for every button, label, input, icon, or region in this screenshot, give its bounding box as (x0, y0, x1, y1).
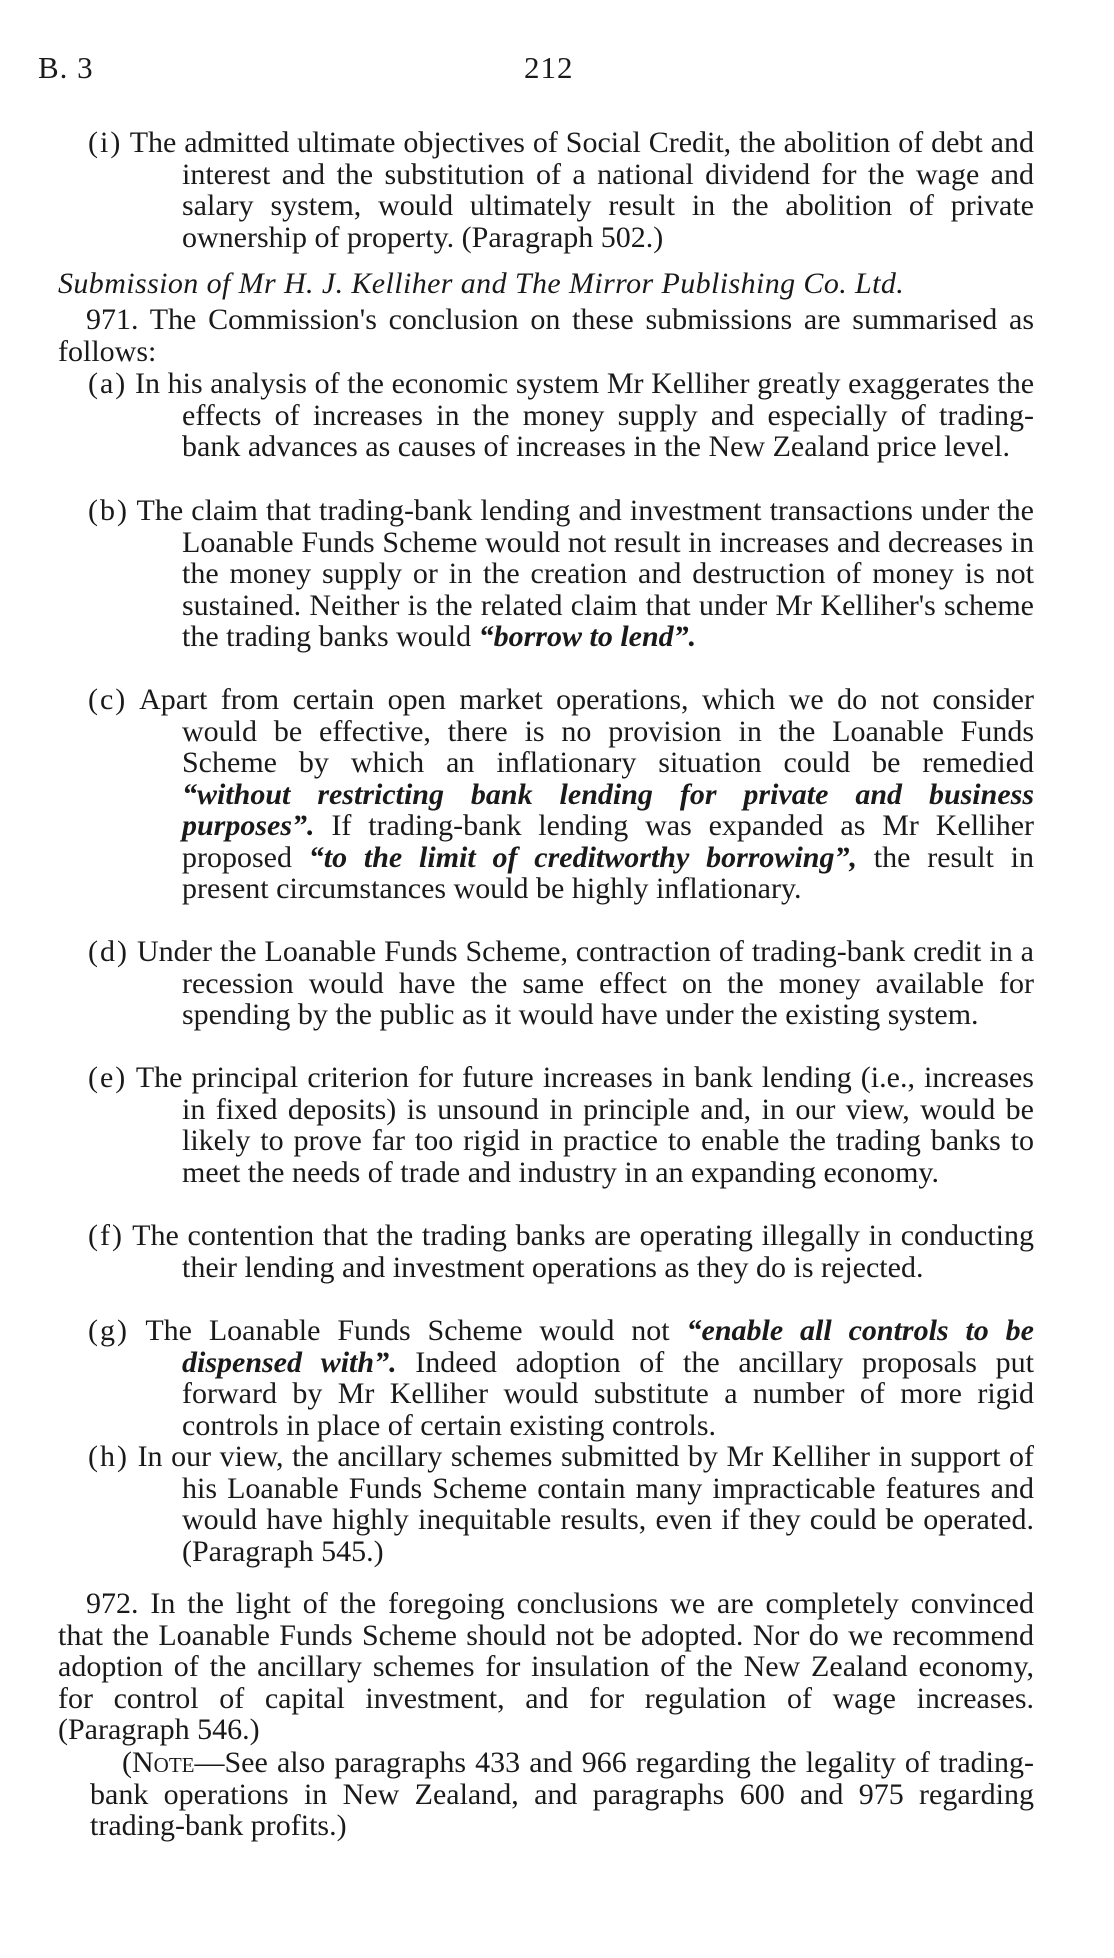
document-reference: B. 3 (38, 50, 94, 85)
item-label: (h) (88, 1440, 129, 1473)
item-text: Apart from certain open market operations, which we do not consider would be effective, there is no provision in the Loanable Funds Scheme by which an inflationary situation could be remedied (139, 683, 1034, 779)
item-label: (g) (88, 1314, 129, 1347)
item-g (58, 1315, 1034, 1441)
item-quote: “borrow to lend”. (478, 620, 697, 653)
item-label: (c) (88, 683, 128, 716)
paragraph-971 (58, 304, 1034, 367)
item-text: If trading-bank lending was expanded as Mr Kelliher proposed (182, 809, 1035, 874)
paragraph-number: 971. (86, 303, 139, 336)
item-d (58, 936, 1034, 1031)
item-text: The admitted ultimate objectives of Social Credit, the abolition of debt and interest and the substitution of a national dividend for the wage and salary system, would ultimately result in the abolition of private ownership of property. (Paragraph 502.) (129, 126, 1034, 254)
item-text: Under the Loanable Funds Scheme, contraction of trading-bank credit in a recession would have the same effect on the money available for spending by the public as it would have under the existing system. (136, 935, 1034, 1031)
item-label: (e) (88, 1061, 128, 1094)
item-quote: “to the limit of creditworthy borrowing”, (308, 840, 857, 874)
item-label: (f) (88, 1219, 124, 1252)
item-quote: “enable all controls to be dispensed with”. (182, 1314, 1034, 1379)
note-text: —See also paragraphs 433 and 966 regarding the legality of trading-bank operations in New Zealand, and paragraphs 600 and 975 regarding trading-bank profits.) (90, 1746, 1034, 1842)
paragraph-text: The Commission's conclusion on these submissions are summarised as follows: (58, 303, 1034, 368)
item-text: the result in present circumstances would be highly inflationary. (182, 840, 1034, 905)
item-text: The principal criterion for future increases in bank lending (i.e., increases in fixed deposits) is unsound in principle and, in our view, would be likely to prove far too rigid in practice to enable the trading banks to meet the needs of trade and industry in an expanding economy. (135, 1061, 1034, 1189)
item-c (58, 684, 1034, 905)
paragraph-number: 972. (86, 1587, 139, 1620)
item-text: The claim that trading-bank lending and investment transactions under the Loanable Funds Scheme would not result in increases and decreases in the money supply or in the creation and destruction of money is not sustained. Neither is the related claim that under Mr Kelliher's scheme the trading banks would (136, 494, 1034, 653)
note-open: ( (122, 1746, 132, 1779)
paragraph-text: In the light of the foregoing conclusions we are completely convinced that the Loanable Funds Scheme should not be adopted. Nor do we recommend adoption of the ancillary schemes for insulation of the New Zealand economy, for control of capital investment, and for regulation of wage increases. (Paragraph 546.) (58, 1587, 1034, 1746)
item-a (58, 368, 1034, 463)
item-i (58, 127, 1034, 253)
item-label: (d) (88, 935, 129, 968)
item-e (58, 1062, 1034, 1188)
page-number: 212 (524, 50, 574, 85)
item-label: (a) (88, 367, 128, 400)
submission-heading: Submission of Mr H. J. Kelliher and The Mirror Publishing Co. Ltd. (58, 267, 905, 300)
item-text: In our view, the ancillary schemes submitted by Mr Kelliher in support of his Loanable Funds Scheme contain many impracticable features and would have highly inequitable results, even if they could be operated. (Paragraph 545.) (137, 1440, 1035, 1568)
paragraph-972 (58, 1588, 1034, 1746)
item-b (58, 495, 1034, 653)
item-h (58, 1441, 1034, 1567)
item-text: The contention that the trading banks are operating illegally in conducting their lending and investment operations as they do is rejected. (132, 1219, 1034, 1284)
item-text: In his analysis of the economic system Mr Kelliher greatly exaggerates the effects of increases in the money supply and especially of trading-bank advances as causes of increases in the New Zealand price level. (134, 367, 1035, 463)
item-label: (i) (88, 126, 123, 159)
note-label: Note (132, 1746, 195, 1779)
note (58, 1747, 1034, 1842)
item-label: (b) (88, 494, 129, 527)
item-text: The Loanable Funds Scheme would not (145, 1314, 670, 1347)
item-quote: “without restricting bank lending for private and business purposes”. (182, 777, 1034, 842)
item-text: Indeed adoption of the ancillary proposals put forward by Mr Kelliher would substitute a number of more rigid controls in place of certain existing controls. (182, 1345, 1035, 1442)
item-f (58, 1220, 1034, 1283)
